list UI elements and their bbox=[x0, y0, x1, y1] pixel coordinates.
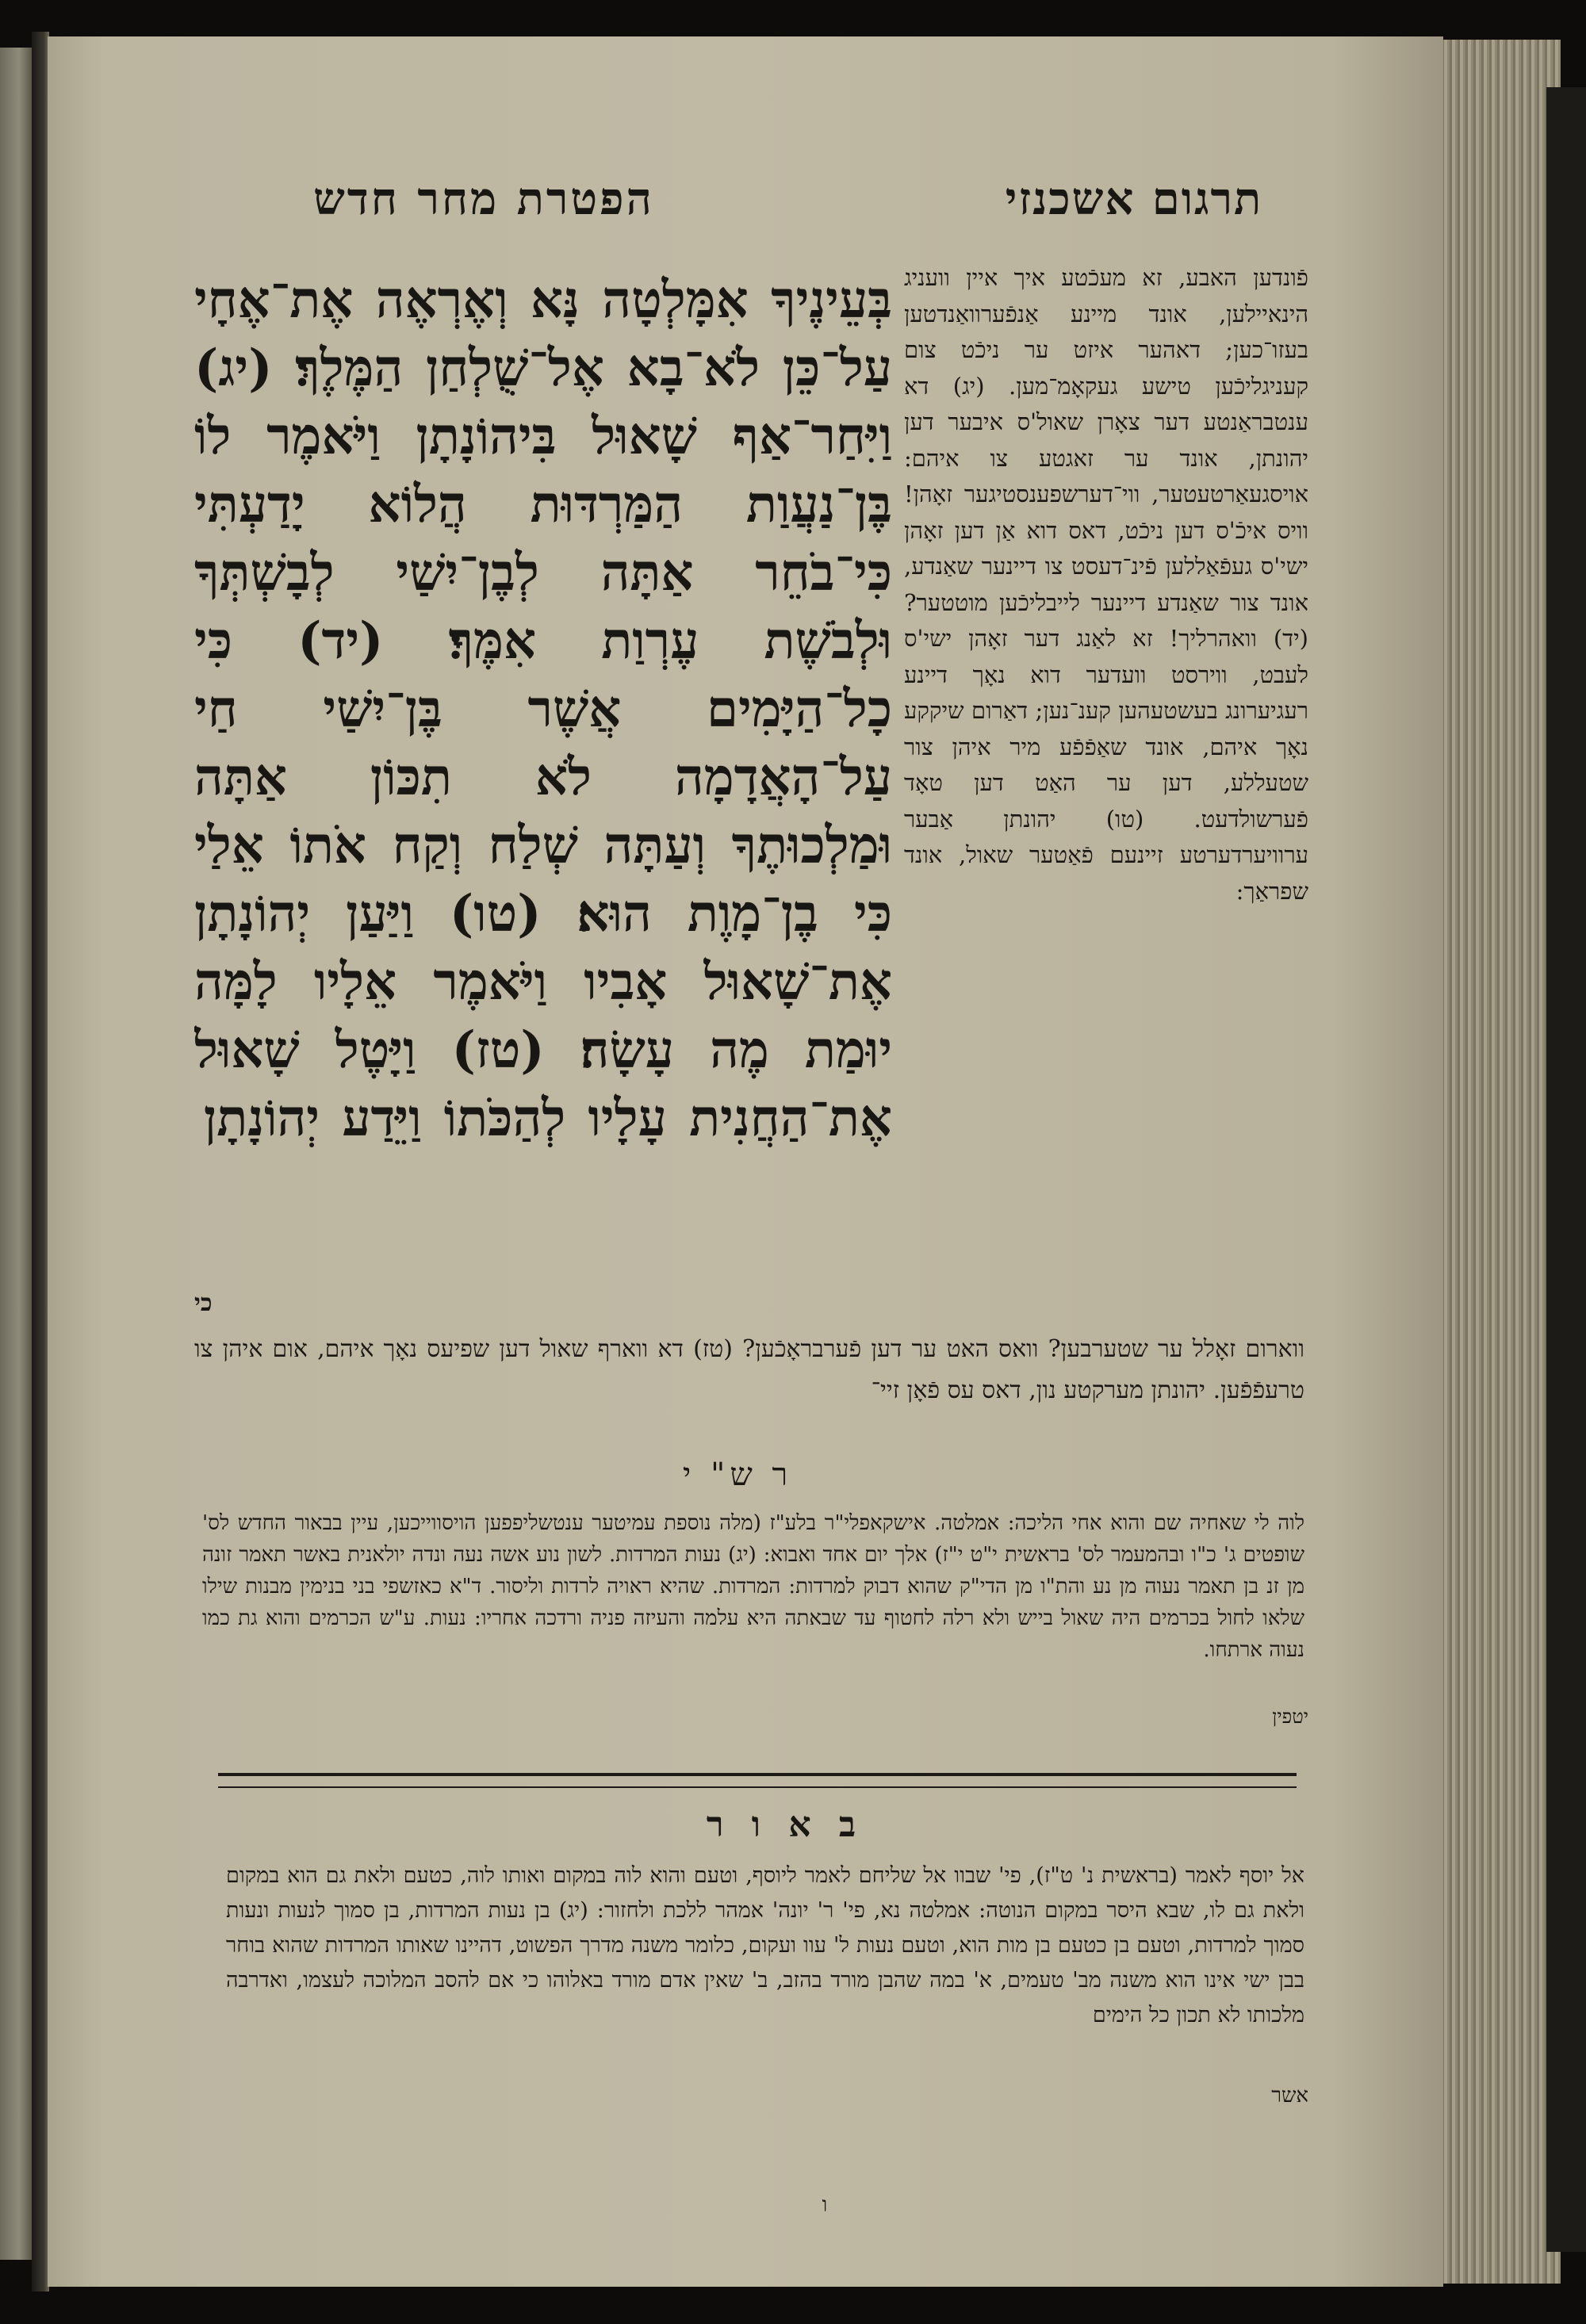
main-catchword: כי bbox=[194, 1289, 213, 1317]
page-mark: ו bbox=[822, 2193, 828, 2217]
section-divider-thick bbox=[218, 1773, 1297, 1776]
rashi-commentary: לוה לי שאחיה שם והוא אחי הליכה: אמלטה. אישקאפלי"ר בלע"ז (מלה נוספת עמיטער ענטשליפפען הויסווייכען, עיין בבאור החדש לס' שופטים ג' כ"ו ובהמעמר לס' בראשית י"ט י"ז) אלך יום אחד ואבוא: (יג) נעות המרדות. לשון נוע אשה נעה ונדה יולאנית באשר תאמר זונה מן זנ בן תאמר נעוה מן נע והת"ו מן הדי"ק שהוא דבוק למרדות: המרדות. שהיא ראויה לרדות וליסור. ד"א כאזשפי בני בנימין מבנות שילו שלאו לחול בכרמים היה שאול בייש ולא רלה לחטוף עד שבאתה היא עלמה והעיזה פניה ורדכה אחריו: נעות. ע"ש הכרמים והוא גת כמו נעוה ארתחו. bbox=[202, 1511, 1304, 1662]
rashi-heading: ר ש" י bbox=[682, 1457, 793, 1493]
biur-commentary: אל יוסף לאמר (בראשית נ' ט"ז), פי' שבוו אל שליחם לאמר ליוסף, וטעם והוא לוה במקום ואותו לוה, כטעם ולאת גם הוא במקום ולאת גם לו, שבא היסר במקום הנוטה: אמלטה נא, פי' ר' יונה' אמהר ללכת ולחזור: (יג) בן נעות המרדות, בן סמוך לנעות ונעות סמוך למרדות, וטעם בן כטעם בן מות הוא, וטעם נעות ל' עוו ועקום, כלומר משנה מדרך הפשוט, דהיינו שאותו המרדות שהוא בוחר בבן ישי אינו הוא משנה מב' טעמים, א' במה שהבן מורד בהזב, ב' שאין אדם מורד באלוהו כי אם להסב המלוכה לעצמו, ואדרבה מלכותו לא תכון כל הימים bbox=[226, 1863, 1304, 2027]
book-page bbox=[48, 36, 1443, 2287]
page-stack-edges bbox=[1442, 40, 1561, 2284]
haftarah-heading: הפטרת מחר חדש bbox=[313, 173, 654, 225]
translation-heading: תרגום אשכנזי bbox=[1005, 173, 1263, 225]
german-translation-column: פֿונדען האבע, זא מעכֿטע איך איין וועניג הינאיילען, אונד מיינע אַנפֿערוואַנדטען בעזו־כען; דאהער איזט ער ניכֿט צום קעניגליכֿען טישע געקאָמ־מען. (יג) דא ענטבראַנטע דער צאָרן שאול'ס איבער דען יהונתן, אונד ער זאגטע צו איהם: אויסגעאַרטעטער, ווי־דערשפענסטיגער זאָהן! וויס איכֿ'ס דען ניכֿט, דאס דוא אַן דען זאָהן ישי'ס געפֿאַללען פֿינ־דעסט צו דיינער שאַנדע, אונד צור שאַנדע דיינער לייבליכֿען מוטטער? (יד) וואהרליך! זא לאַנג דער זאָהן ישי'ס לעבט, ווירסט וועדער דוא נאָך דיינע רעגיערונג בעשטעהען קענ־נען; דאַרום שיקקע נאָך איהם, אונד שאַפֿפֿע מיר איהן צור שטעללע, דען ער האַט דען טאָד פֿערשולדעט. (טו) יהונתן אַבער ערוויערדערטע זיינעם פֿאַטער שאול, אונד שפראַך: bbox=[904, 264, 1308, 905]
biur-heading: ב א ו ר bbox=[706, 1805, 864, 1845]
german-translation-continuation: ווארום זאָלל ער שטערבען? וואס האט ער דען פֿערבראָכֿען? (טז) דא ווארף שאול דען שפיעס נאָך איהם, אום איהן צו טרעפֿפֿען. יהונתן מערקטע נון, דאס עס פֿאָן זיי־ bbox=[194, 1335, 1304, 1404]
hebrew-main-text: בְּעֵינֶיךָ אִמָּלְטָה נָּא וְאֶרְאֶה אֶת־אֶחָי עַל־כֵּן לֹא־בָא אֶל־שֻׁלְחַן הַמֶּלֶךְ׃ (יג) וַיִּחַר־אַף שָׁאוּל בִּיהוֹנָתָן וַיֹּאמֶר לוֹ בֶּן־נַעֲוַת הַמַּרְדּוּת הֲלוֹא יָדַעְתִּי כִּי־בֹחֵר אַתָּה לְבֶן־יִשַׁי לְבָשְׁתְּךָ וּלְבֹשֶׁת עֶרְוַת אִמֶּךָ׃ (יד) כִּי כָל־הַיָּמִים אֲשֶׁר בֶּן־יִשַׁי חַי עַל־הָאֲדָמָה לֹא תִכּוֹן אַתָּה וּמַלְכוּתֶךָ וְעַתָּה שְׁלַח וְקַח אֹתוֹ אֵלַי כִּי בֶן־מָוֶת הוּא׃ (טו) וַיַּעַן יְהוֹנָתָן אֶת־שָׁאוּל אָבִיו וַיֹּאמֶר אֵלָיו לָמָּה יוּמַת מֶה עָשָׂה׃ (טז) וַיָּטֶל שָׁאוּל אֶת־הַחֲנִית עָלָיו לְהַכֹּתוֹ וַיֵּדַע יְהוֹנָתָן bbox=[194, 270, 892, 1148]
adjacent-page-edge bbox=[0, 48, 32, 2260]
book-gutter bbox=[32, 32, 49, 2291]
section-divider-thin bbox=[218, 1786, 1297, 1788]
rashi-catchword: יטפין bbox=[1272, 1706, 1308, 1728]
biur-catchword: אשר bbox=[1271, 2084, 1308, 2108]
book-cover-edge bbox=[1546, 87, 1586, 2252]
